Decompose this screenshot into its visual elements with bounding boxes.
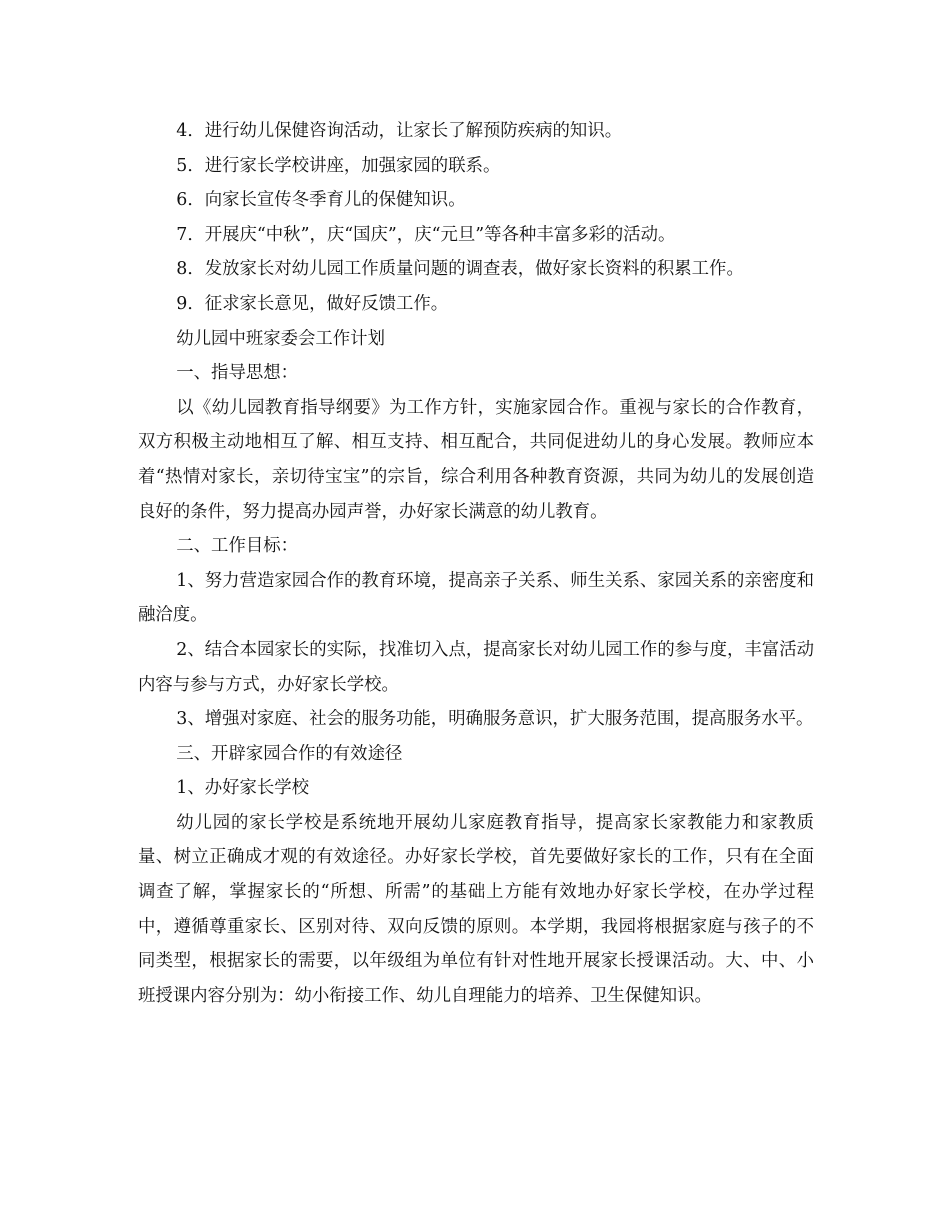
- list-item-4: 4．进行幼儿保健咨询活动，让家长了解预防疾病的知识。: [176, 121, 623, 141]
- list-item-9: 9．征求家长意见，做好反馈工作。: [176, 293, 449, 314]
- goal-item-1: 1、努力营造家园合作的教育环境，提高亲子关系、师生关系、家园关系的亲密度和融洽度。: [138, 570, 814, 626]
- subheading-parent-school: 1、办好家长学校: [176, 778, 310, 799]
- heading-work-goals: 二、工作目标：: [176, 536, 299, 557]
- list-item-8: 8．发放家长对幼儿园工作质量问题的调查表，做好家长资料的积累工作。: [176, 259, 744, 280]
- list-item-6: 6．向家长宣传冬季育儿的保健知识。: [176, 190, 466, 211]
- paragraph-parent-school: 幼儿园的家长学校是系统地开展幼儿家庭教育指导，提高家长家教能力和家教质量、树立正确成才观的有效途径。办好家长学校，首先要做好家长的工作，只有在全面调查了解，掌握家长的“所想、所需”的基础上方能有效地办好家长学校，在办学过程中，遵循尊重家长、区别对待、双向反馈的原则。本学期，我园将根据家庭与孩子的不同类型，根据家长的需要，以年级组为单位有针对性地开展家长授课活动。大、中、小班授课内容分别为：幼小衔接工作、幼儿自理能力的培养、卫生保健知识。: [138, 812, 814, 1006]
- heading-cooperation-paths: 三、开辟家园合作的有效途径: [176, 743, 403, 764]
- goal-item-3: 3、增强对家庭、社会的服务功能，明确服务意识，扩大服务范围，提高服务水平。: [176, 709, 814, 730]
- document-body: [138, 114, 814, 1013]
- heading-guiding-thought: 一、指导思想：: [176, 363, 299, 384]
- goal-item-2: 2、结合本园家长的实际，找准切入点，提高家长对幼儿园工作的参与度，丰富活动内容与参与方式，办好家长学校。: [138, 639, 814, 695]
- paragraph-guiding-thought: 以《幼儿园教育指导纲要》为工作方针，实施家园合作。重视与家长的合作教育，双方积极主动地相互了解、相互支持、相互配合，共同促进幼儿的身心发展。教师应本着“热情对家长，亲切待宝宝”的宗旨，综合利用各种教育资源，共同为幼儿的发展创造良好的条件，努力提高办园声誉，办好家长满意的幼儿教育。: [138, 397, 814, 522]
- list-item-7: 7．开展庆“中秋”，庆“国庆”，庆“元旦”等各种丰富多彩的活动。: [176, 224, 676, 245]
- list-item-5: 5．进行家长学校讲座，加强家园的联系。: [176, 155, 501, 176]
- section-title: 幼儿园中班家委会工作计划: [176, 328, 385, 349]
